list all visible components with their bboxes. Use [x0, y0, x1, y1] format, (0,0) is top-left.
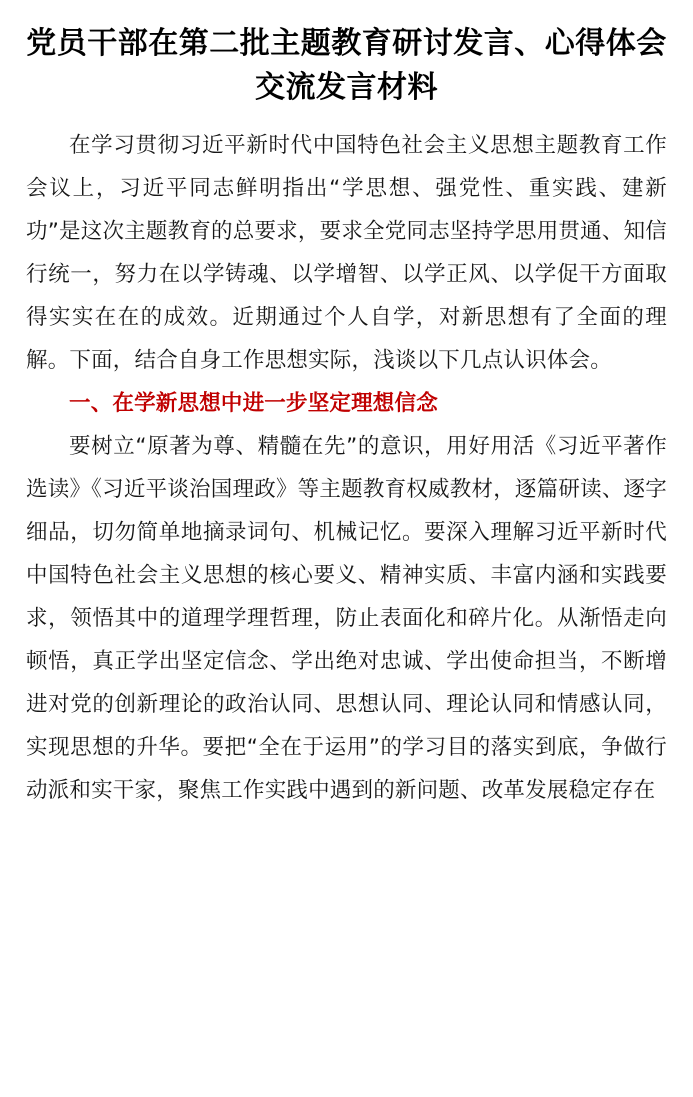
section-heading-1: 一、在学新思想中进一步坚定理想信念: [69, 391, 438, 416]
paragraph-section-1: 要树立“原著为尊、精髓在先”的意识，用好用活《习近平著作选读》《习近平谈治国理政》等主题教育权威教材，逐篇研读、逐字细品，切勿简单地摘录词句、机械记忆。要深入理解习近平新时代中国特色社会主义思想的核心要义、精神实质、丰富内涵和实践要求，领悟其中的道理学理哲理，防止表面化和碎片化。从渐悟走向顿悟，真正学出坚定信念、学出绝对忠诚、学出使命担当，不断增进对党的创新理论的政治认同、思想认同、理论认同和情感认同，实现思想的升华。要把“全在于运用”的学习目的落实到底，争做行动派和实干家，聚焦工作实践中遇到的新问题、改革发展稳定存在: [26, 434, 667, 803]
page-title: 党员干部在第二批主题教育研讨发言、心得体会交流发言材料: [26, 26, 667, 105]
paragraph-intro: 在学习贯彻习近平新时代中国特色社会主义思想主题教育工作会议上，习近平同志鲜明指出“学思想、强党性、重实践、建新功”是这次主题教育的总要求，要求全党同志坚持学思用贯通、知信行统一，努力在以学铸魂、以学增智、以学正风、以学促干方面取得实实在在的成效。近期通过个人自学，对新思想有了全面的理解。下面，结合自身工作思想实际，浅谈以下几点认识体会。: [26, 133, 667, 373]
